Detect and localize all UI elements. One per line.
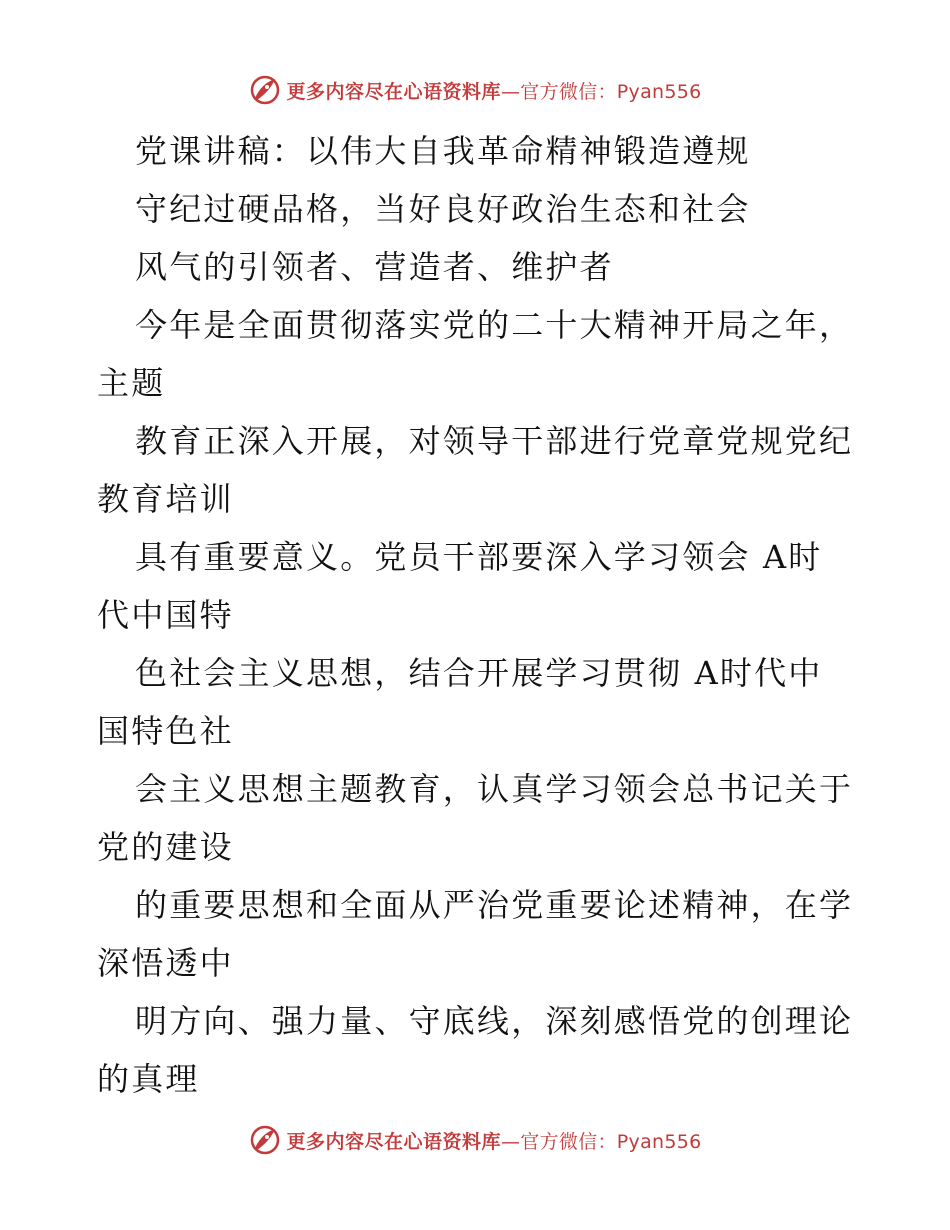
body-line: 教育培训 xyxy=(97,480,234,518)
body-line: 今年是全面贯彻落实党的二十大精神开局之年， xyxy=(135,306,854,344)
watermark-site-text: 更多内容尽在心语资料库 xyxy=(286,1130,501,1153)
pen-nib-logo-icon xyxy=(248,1123,282,1157)
body-line: 明方向、强力量、守底线，深刻感悟党的创理论 xyxy=(135,1002,854,1040)
body-line: 党的建设 xyxy=(97,828,234,866)
title-line: 守纪过硬品格，当好良好政治生态和社会 xyxy=(135,190,751,228)
title-line: 风气的引领者、营造者、维护者 xyxy=(135,248,614,286)
watermark-site-text: 更多内容尽在心语资料库 xyxy=(286,80,501,103)
body-line: 教育正深入开展，对领导干部进行党章党规党纪 xyxy=(135,422,854,460)
footer-watermark xyxy=(0,1120,950,1160)
watermark-contact-text: —官方微信：Pyan556 xyxy=(500,80,702,103)
document-body xyxy=(97,122,877,1108)
watermark-contact-text: —官方微信：Pyan556 xyxy=(500,1130,702,1153)
body-line: 主题 xyxy=(97,364,166,402)
body-line: 深悟透中 xyxy=(97,944,234,982)
body-line: 具有重要意义。党员干部要深入学习领会 A时 xyxy=(135,538,823,576)
header-watermark xyxy=(0,70,950,110)
pen-nib-logo-icon xyxy=(248,73,282,107)
body-line: 色社会主义思想，结合开展学习贯彻 A时代中 xyxy=(135,654,823,692)
body-line: 国特色社 xyxy=(97,712,234,750)
title-line: 党课讲稿：以伟大自我革命精神锻造遵规 xyxy=(135,132,751,170)
body-line: 的重要思想和全面从严治党重要论述精神，在学 xyxy=(135,886,854,924)
body-line: 的真理 xyxy=(97,1060,200,1098)
body-line: 会主义思想主题教育，认真学习领会总书记关于 xyxy=(135,770,854,808)
body-line: 代中国特 xyxy=(97,596,234,634)
